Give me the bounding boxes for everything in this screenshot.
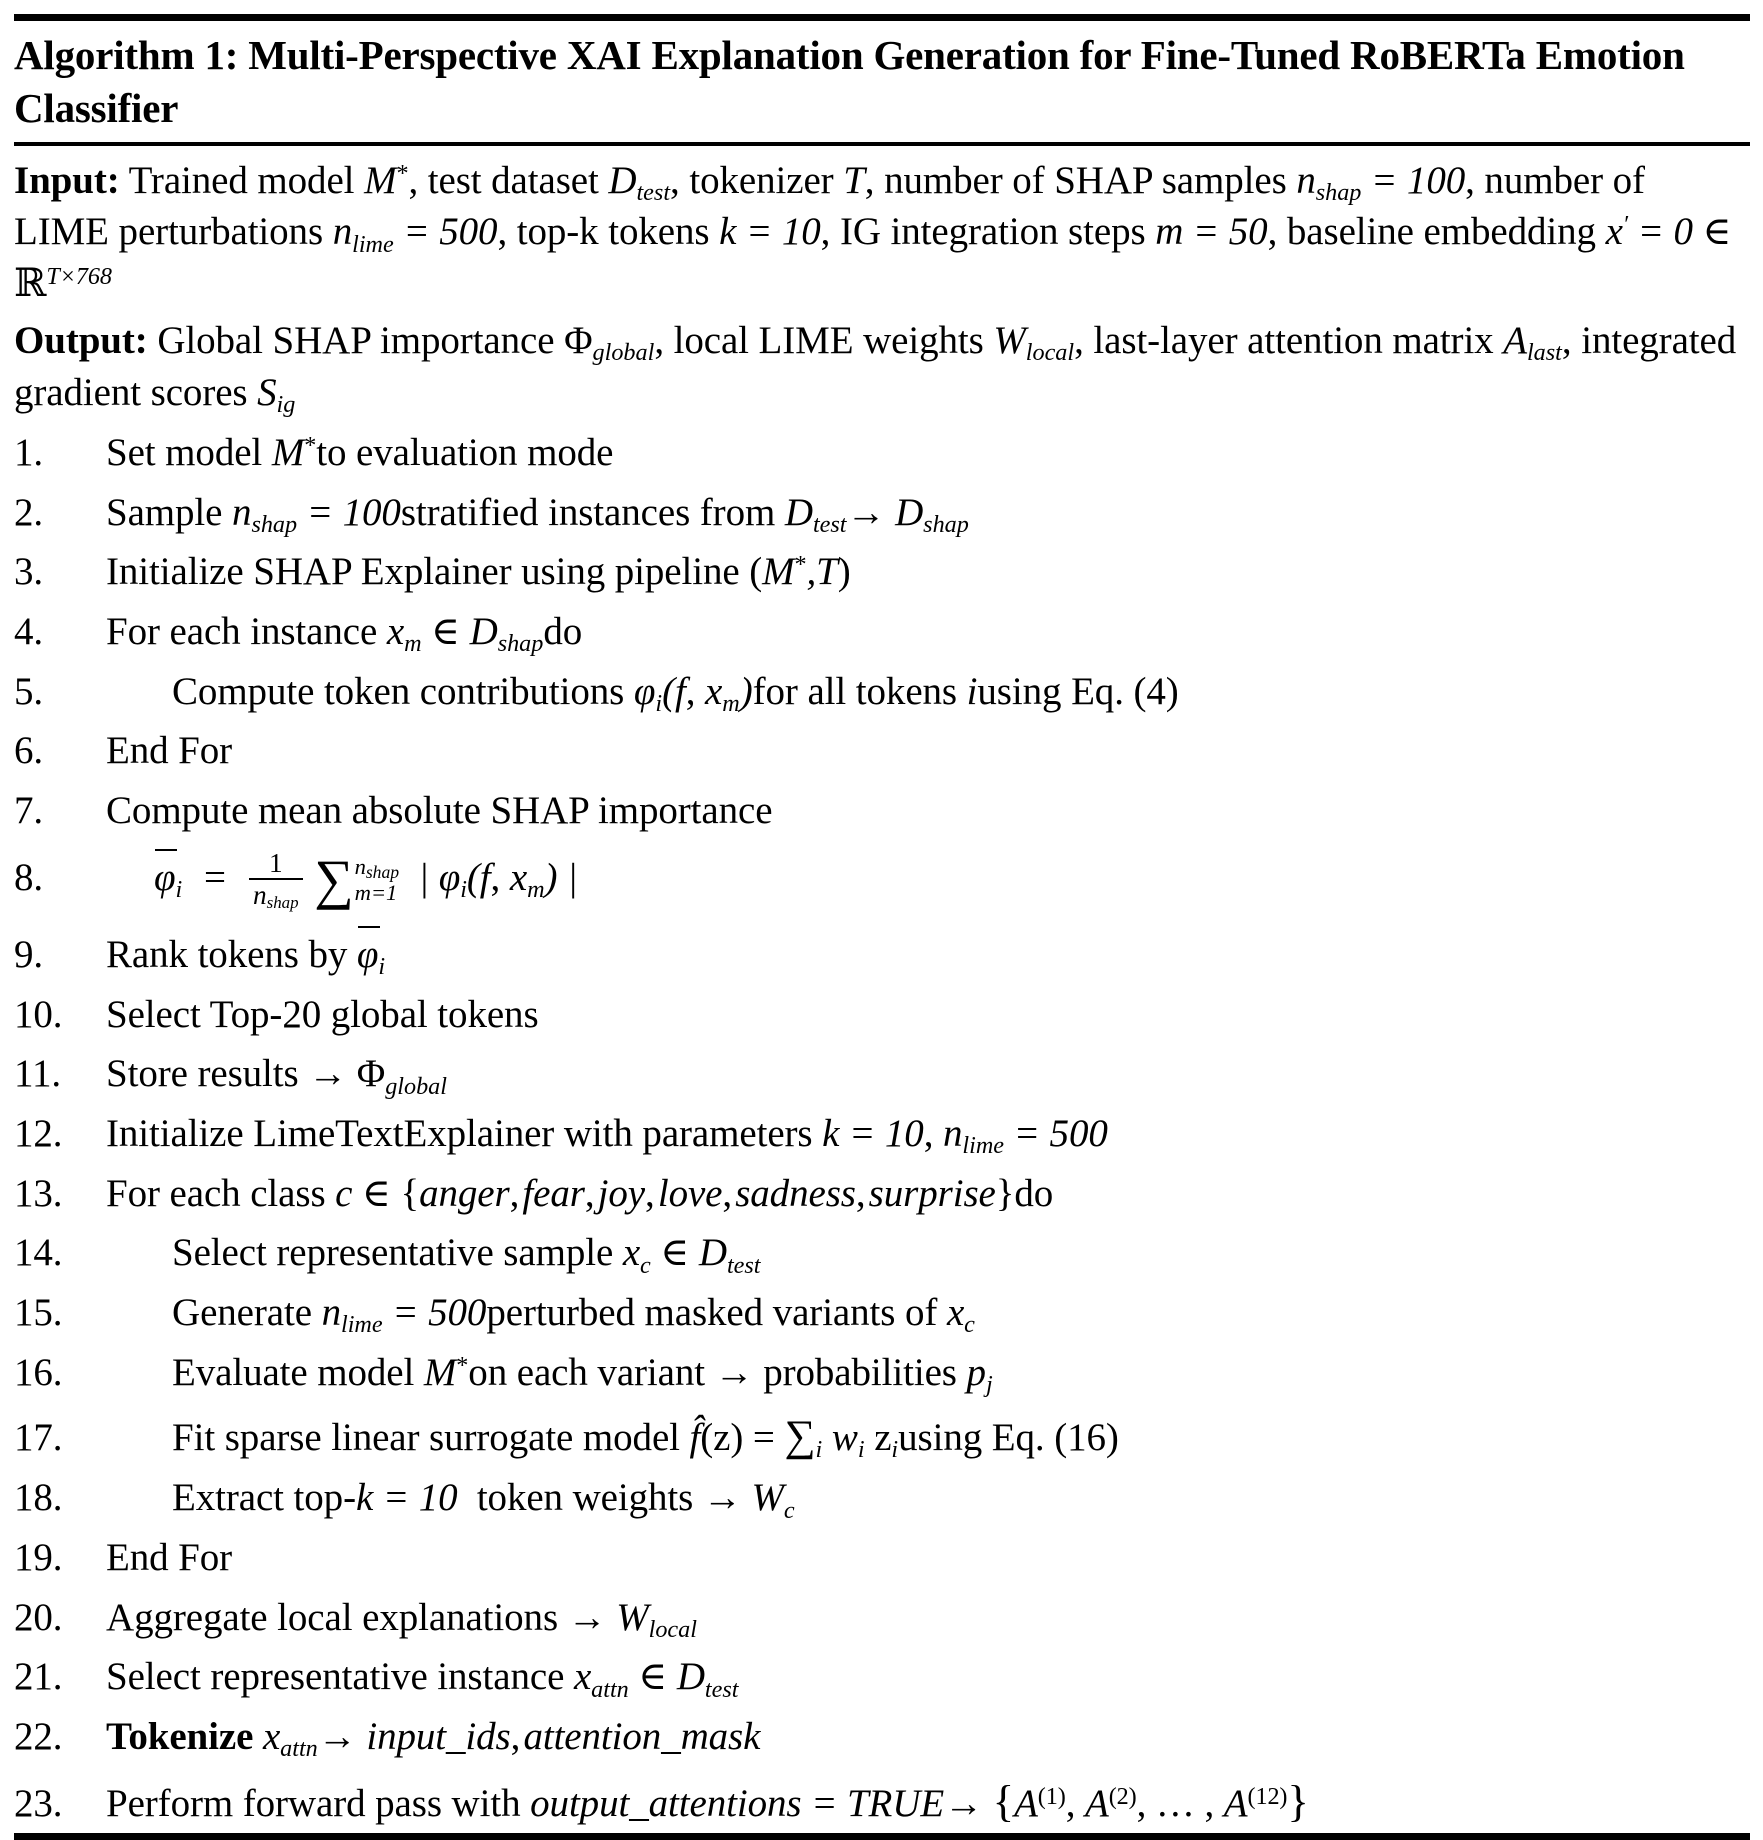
algorithm-steps [14, 419, 1749, 1830]
step-number: 17. [14, 1415, 63, 1459]
step-number: 13. [14, 1171, 63, 1215]
step-2 [14, 479, 1749, 539]
step-4 [14, 598, 1749, 658]
output-content: Global SHAP importance $\Phi_{global}$, local LIME weights $W_{local}$, last-layer attention matrix $A_{last}$, integrated gradient scores $S_{ig}$ [14, 319, 1737, 419]
step-number: 8. [14, 855, 44, 899]
input-label: Input: [14, 158, 120, 202]
step-content: Select Top-20 global tokens [106, 992, 539, 1036]
step-content: Set model M*to evaluation mode [106, 430, 614, 474]
step-number: 10. [14, 992, 63, 1036]
step-12 [14, 1100, 1749, 1160]
step-content: For each class c ∈ {anger, fear, joy, love, sadness, surprise}do [106, 1171, 1054, 1215]
step-number: 9. [14, 933, 44, 977]
input-content: Trained model M*, test dataset $D_{test}$, tokenizer T, number of SHAP samples $n_{shap} = 100$, number of LIME perturbations $n_{lime} = 500$, top-k tokens k = 10, IG integration steps m = 50, baseline embedding x′ = 0 ∈ ℝ$^{T\times 768}$ [14, 158, 1732, 306]
step-3 [14, 538, 1749, 598]
input-line [14, 150, 1749, 311]
algorithm-title-text: Algorithm 1: Multi-Perspective XAI Explanation Generation for Fine-Tuned RoBERTa Emotion Classifier [14, 32, 1685, 132]
step-number: 6. [14, 729, 44, 773]
step-content: End For [106, 1535, 233, 1579]
step-content: Store results → $\Phi_{global}$ [106, 1052, 447, 1100]
step-content: For each instance $x_m$ ∈ $D_{shap}do$ [106, 609, 583, 658]
bottom-rule [14, 1833, 1750, 1840]
step-22 [14, 1703, 1749, 1763]
step-content: Compute mean absolute SHAP importance [106, 789, 773, 833]
step-content: Fit sparse linear surrogate model f̂(z) = $\sum_i$ $w_i$ $z_iusing$ Eq. (16) [172, 1411, 1119, 1463]
step-10 [14, 981, 1749, 1041]
step-content: Initialize LimeTextExplainer with parameters k = 10, $n_{lime} = 500$ [106, 1112, 1108, 1160]
step-content: Aggregate local explanations → $W_{local}$ [106, 1595, 697, 1643]
algorithm-body [0, 146, 1763, 1830]
step-content: Generate $n_{lime}$ = 500perturbed masked variants of $x_c$ [172, 1291, 975, 1339]
step-number: 14. [14, 1231, 63, 1275]
step-14 [14, 1219, 1749, 1279]
output-label: Output: [14, 319, 148, 363]
output-line [14, 310, 1749, 419]
step-number: 7. [14, 789, 44, 833]
step-content: Rank tokens by $\varphi_i$ [106, 930, 1749, 981]
step-number: 11. [14, 1052, 62, 1096]
step-11 [14, 1040, 1749, 1100]
step-number: 5. [14, 669, 44, 713]
algorithm-title [0, 21, 1763, 140]
step-9 [14, 921, 1749, 981]
step-16 [14, 1339, 1749, 1399]
step-content: Sample $n_{shap}$ = 100stratified instances from $D_{test}\to D_{shap}$ [106, 490, 969, 538]
step-20 [14, 1584, 1749, 1644]
step-number: 3. [14, 550, 44, 594]
step-17 [14, 1399, 1749, 1465]
step-content: End For [106, 729, 233, 773]
step-8 [14, 837, 1749, 921]
step-number: 19. [14, 1535, 63, 1579]
step-21 [14, 1643, 1749, 1703]
algorithm-block [0, 14, 1763, 1840]
step-number: 15. [14, 1291, 63, 1335]
step-content: Perform forward pass with output_attentions = TRUE→ {$A^{(1)}$, $A^{(2)}$, … , $A^{(12)}$} [106, 1775, 1309, 1826]
step-number: 23. [14, 1781, 63, 1825]
step-13 [14, 1160, 1749, 1220]
step-content: Select representative sample $x_c$ ∈ $D_{test}$ [172, 1231, 761, 1279]
step-23 [14, 1763, 1749, 1830]
step-content: Evaluate model M*on each variant → probabilities $p_j$ [172, 1350, 993, 1399]
step-content: Tokenize $x_{attn}\to$ input_ids, attention_mask [106, 1715, 761, 1763]
step-content: Extract top-k = 10 token weights → $W_c$ [172, 1476, 795, 1524]
step-6 [14, 717, 1749, 777]
step-15 [14, 1279, 1749, 1339]
step-number: 18. [14, 1476, 63, 1520]
step-number: 4. [14, 609, 44, 653]
step-content: Initialize SHAP Explainer using pipeline (M*,T) [106, 550, 851, 594]
step-content-formula: $\varphi_i$ = $\frac{1}{n_{shap}}$ ∑ $n_{shap}$ m=1 | $\varphi_i(f$, $x_m$) | [154, 848, 578, 913]
step-content: Select representative instance $x_{attn}$ ∈ $D_{test}$ [106, 1655, 739, 1703]
step-number: 1. [14, 430, 44, 474]
top-rule [14, 14, 1750, 21]
step-number: 2. [14, 490, 44, 534]
step-content: Compute token contributions $\varphi_i(f$, $x_m)for$ all tokens iusing Eq. (4) [172, 669, 1179, 717]
step-number: 21. [14, 1655, 63, 1699]
step-number: 22. [14, 1715, 63, 1759]
step-number: 20. [14, 1595, 63, 1639]
step-7 [14, 777, 1749, 837]
step-19 [14, 1524, 1749, 1584]
step-18 [14, 1464, 1749, 1524]
step-number: 16. [14, 1350, 63, 1394]
step-1 [14, 419, 1749, 479]
step-5 [14, 658, 1749, 718]
step-number: 12. [14, 1112, 63, 1156]
